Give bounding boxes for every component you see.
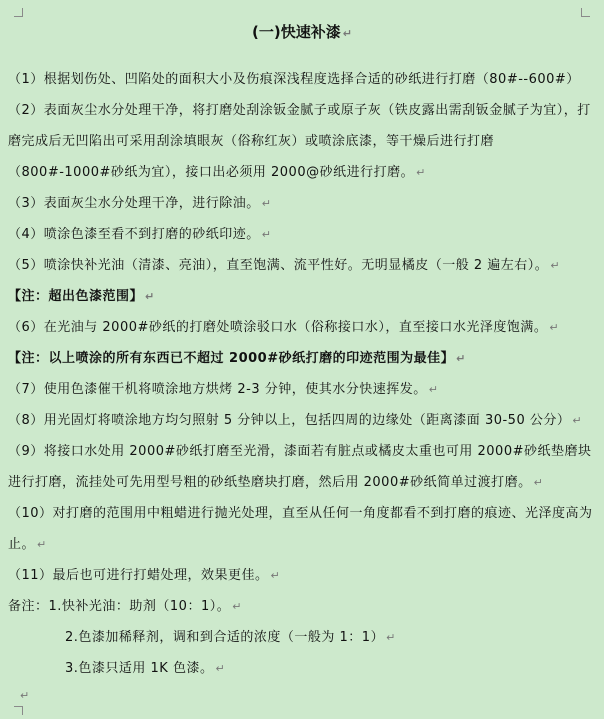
paragraph: （10）对打磨的范围用中粗蜡进行抛光处理，直至从任何一角度都看不到打磨的痕迹、光泽度高为止。 ↵: [8, 506, 593, 552]
paragraph: （11）最后也可进行打蜡处理，效果更佳。 ↵: [8, 568, 281, 583]
remark-paragraph: 备注：1.快补光油：助剂（10：1）。 ↵: [8, 599, 242, 614]
paragraph: （9）将接口水处用 2000#砂纸打磨至光滑，漆面若有脏点或橘皮太重也可用 2000#砂纸垫磨块进行打磨，流挂处可先用型号粗的砂纸垫磨块打磨，然后用 2000#砂纸简单过渡打磨。 ↵: [8, 444, 592, 490]
paragraph: （5）喷涂快补光油（清漆、亮油），直至饱满、流平性好。无明显橘皮（一般 2 遍左右）。 ↵: [8, 258, 561, 273]
note-paragraph: 【注：超出色漆范围】 ↵: [8, 289, 155, 304]
paragraph: （1）根据划伤处、凹陷处的面积大小及伤痕深浅程度选择合适的砂纸进行打磨（80#--600#）: [8, 72, 580, 87]
paragraph: （7）使用色漆催干机将喷涂地方烘烤 2-3 分钟，使其水分快速挥发。 ↵: [8, 382, 439, 397]
remark-paragraph: 2.色漆加稀释剂，调和到合适的浓度（一般为 1：1） ↵: [65, 630, 396, 645]
page-corner-mark: [14, 8, 23, 17]
page-corner-mark: [14, 706, 23, 715]
document-title: (一)快速补漆 ↵: [252, 23, 352, 41]
document-body: [8, 64, 596, 684]
paragraph: （6）在光油与 2000#砂纸的打磨处喷涂驳口水（俗称接口水），直至接口水光泽度饱满。 ↵: [8, 320, 560, 335]
page-corner-mark: [581, 8, 590, 17]
end-paragraph-mark: ↵: [20, 689, 30, 702]
note-paragraph: 【注：以上喷涂的所有东西已不超过 2000#砂纸打磨的印迹范围为最佳】 ↵: [8, 351, 466, 366]
paragraph: （3）表面灰尘水分处理干净，进行除油。 ↵: [8, 196, 272, 211]
paragraph: （4）喷涂色漆至看不到打磨的砂纸印迹。 ↵: [8, 227, 272, 242]
paragraph: （8）用光固灯将喷涂地方均匀照射 5 分钟以上，包括四周的边缘处（距离漆面 30-50 公分） ↵: [8, 413, 583, 428]
remark-paragraph: 3.色漆只适用 1K 色漆。 ↵: [65, 661, 226, 676]
paragraph: （2）表面灰尘水分处理干净，将打磨处刮涂钣金腻子或原子灰（铁皮露出需刮钣金腻子为宜），打磨完成后无凹陷出可采用刮涂填眼灰（俗称红灰）或喷涂底漆，等干燥后进行打磨（800#-1000#砂纸为宜），接口出必须用 2000@砂纸进行打磨。 ↵: [8, 103, 591, 180]
